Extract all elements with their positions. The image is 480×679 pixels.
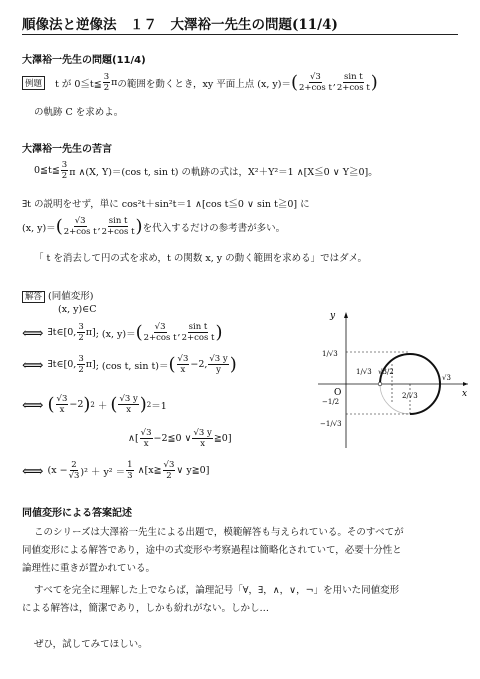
complaint-heading: 大澤裕一先生の苦言: [22, 144, 112, 155]
fy-frac: $\frac{\text{sin t}}{\text{2+cos t}}$: [336, 72, 370, 93]
sol-line5: ⟺ (x − $\frac{2}{√3}$ )² ＋ y² ＝ $\frac{1}{3}$ ∧[x≧ $\frac{√3}{2}$ ∨ y≧0]: [22, 460, 210, 481]
equiv-arrow-3: ⟺: [22, 395, 44, 414]
label-1-sqrt3-x: 1/√3: [356, 368, 372, 376]
label-1-sqrt3: 1/√3: [322, 350, 338, 358]
equiv-arrow-4: ⟺: [22, 461, 44, 480]
problem-text-a: t が 0≦t≦: [55, 78, 102, 90]
essay-heading: 同値変形による答案記述: [22, 508, 132, 519]
solution-badge: 解答: [22, 291, 45, 303]
title-rule: [22, 34, 458, 35]
label-sqrt3: √3: [442, 374, 451, 382]
complaint-line4: 「 t を消去して円の式を求め，t の関数 x, y の動く範囲を求める」ではダメ。: [34, 253, 368, 264]
y-axis-label: y: [330, 311, 336, 321]
label-sqrt3-2: √3/2: [378, 368, 394, 376]
problem-heading: 大澤裕一先生の問題(11/4): [22, 55, 146, 66]
page-title: 順像法と逆像法 １７ 大澤裕一先生の問題(11/4): [22, 17, 338, 33]
label-2-sqrt3: 2/√3: [402, 392, 418, 400]
solution-label-row: [22, 288, 93, 302]
label-neg-1-2: −1/2: [322, 398, 340, 406]
essay-p4: すべてを完全に理解した上でならば，論理記号「∀，∃，∧，∨，¬」を用いた同値変形: [34, 585, 400, 596]
sol-line3: ⟺ ( $\frac{√3}{x}$ −2 ) 2 ＋ ( $\frac{√3 y}{x}$ ) 2 ＝1: [22, 394, 167, 415]
locus-graph: [312, 308, 472, 450]
complaint-line1: 0≦t≦ $\frac{3}{2}$ π ∧(X, Y)＝(cos t, sin t) の軌跡の式は，X²＋Y²＝1 ∧[X≦0 ∨ Y≧0]。: [34, 160, 378, 181]
equiv-arrow-1: ⟺: [22, 323, 44, 342]
sol-line4: ∧[ $\frac{√3}{x}$ −2≦0 ∨ $\frac{√3 y}{x}$ ≧0]: [128, 428, 232, 449]
complaint-line2: ∃t の説明をせず，単に cos²t＋sin²t＝1 ∧[cos t≦0 ∨ sin t≧0] に: [22, 199, 310, 210]
sol-line2: ⟺ ∃t∈ [0, $\frac{3}{2}$ π ] ; (cos t, sin t)＝ ( $\frac{√3}{x}$ −2, $\frac{√3 y}{y}$ ): [22, 354, 237, 375]
x-axis-label: x: [462, 389, 468, 399]
complaint-line3: (x, y)＝ ( $\frac{√3}{\text{2+cos t}}$ , $\frac{\text{sin t}}{\text{2+cos t}}$ ) を代入するだけの参考書が多い。: [22, 216, 286, 237]
problem-text-b: の範囲を動くとき，xy 平面上点 (x, y)＝: [117, 78, 291, 90]
equiv-arrow-2: ⟺: [22, 355, 44, 374]
fx-frac: $\frac{√3}{\text{2+cos t}}$: [298, 72, 332, 93]
problem-statement: 例題 t が 0≦t≦ $\frac{3}{2}$ π の範囲を動くとき，xy 平面上点 (x, y)＝ ( $\frac{√3}{\text{2+cos t}}$ , $\frac{\text{sin t}}{\text{2+cos t}}$ ): [22, 72, 378, 93]
sol-line1: ⟺ ∃t∈ [0, $\frac{3}{2}$ π ] ; (x, y)＝ ( $\frac{√3}{\text{2+cos t}}$ , $\frac{\text{sin t}}{\text{2+cos t}}$ ): [22, 322, 223, 343]
example-badge: 例題: [22, 76, 45, 90]
frac-3-2: $\frac{3}{2}$: [103, 72, 110, 93]
origin-label: O: [334, 388, 342, 398]
sol-line0: (x, y)∈C: [58, 304, 97, 315]
pi-symbol: π: [111, 77, 118, 88]
problem-text-line2: の軌跡 C を求めよ。: [34, 107, 124, 118]
essay-p3: 論理性に重きが置かれている。: [22, 563, 156, 574]
solution-method: (同値変形): [48, 291, 94, 302]
essay-p6: ぜひ，試してみてほしい。: [34, 639, 148, 650]
essay-p2: 同値変形による解答であり，途中の式変形や考察過程は簡略化されていて，必要十分性と: [22, 545, 402, 556]
essay-p5: による解答は，簡潔であり，しかも紛れがない。しかし…: [22, 603, 270, 614]
label-neg-1-sqrt3: −1/√3: [320, 420, 342, 428]
essay-p1: このシリーズは大澤裕一先生による出題で，模範解答も与えられている。そのすべてが: [34, 527, 404, 538]
